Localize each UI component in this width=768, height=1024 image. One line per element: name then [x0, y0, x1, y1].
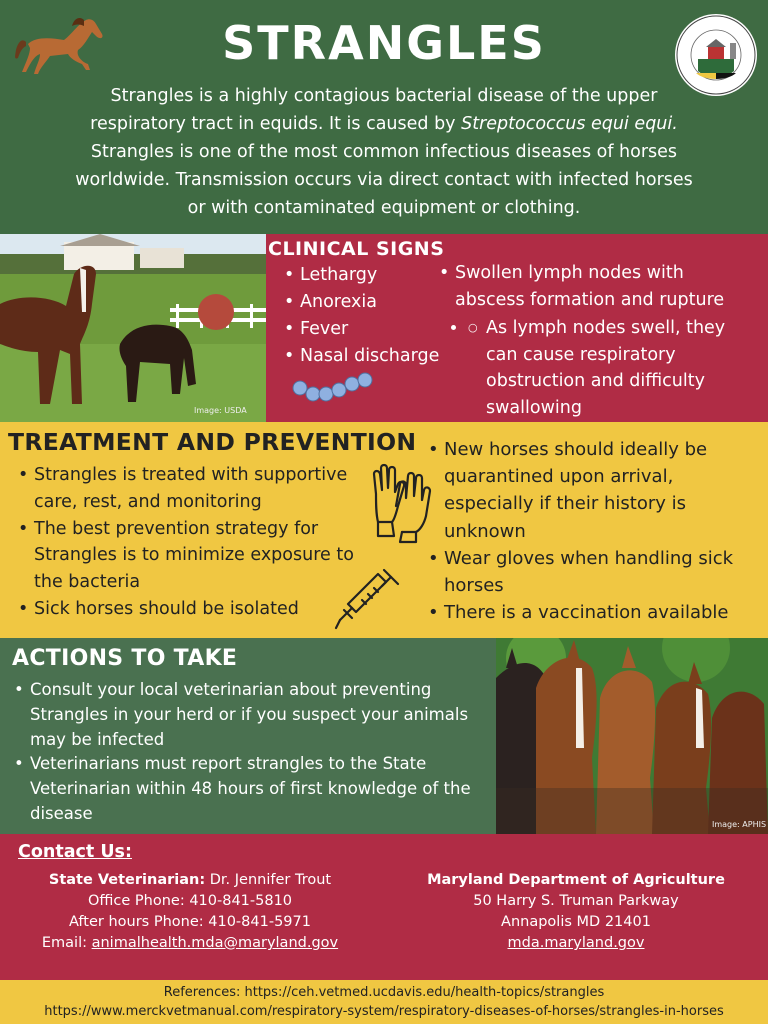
list-item: • Nasal discharge: [282, 343, 439, 370]
org-name: Maryland Department of Agriculture: [427, 872, 725, 888]
bacteria-icon: [292, 370, 376, 404]
clinical-signs-list: [282, 262, 439, 370]
actions-section: [0, 638, 768, 834]
email-line: [20, 933, 360, 954]
address-line-2: Annapolis MD 21401: [501, 914, 651, 930]
vet-line: [20, 870, 360, 891]
clinical-signs-section: [0, 234, 768, 422]
mda-contact: [400, 870, 752, 954]
reference-line-1: References: https://ceh.vetmed.ucdavis.edu/health-topics/strangles: [163, 985, 605, 1000]
list-item: • Lethargy: [282, 262, 439, 289]
list-item: • Anorexia: [282, 289, 439, 316]
references-section: [0, 980, 768, 1024]
syringe-icon: [334, 564, 404, 632]
list-item: • Strangles is treated with supportive care, rest, and monitoring: [16, 462, 376, 516]
contact-heading: Contact Us:: [18, 842, 132, 862]
list-item: • Consult your local veterinarian about preventing Strangles in your herd or if you suspect your animals may be infected: [12, 678, 492, 752]
treatment-heading: TREATMENT AND PREVENTION: [8, 428, 417, 456]
actions-heading: ACTIONS TO TAKE: [12, 646, 238, 671]
list-item: • New horses should ideally be quarantined upon arrival, especially if their history is unknown: [426, 436, 762, 545]
list-item: • Sick horses should be isolated: [16, 596, 376, 623]
vet-label: State Veterinarian:: [48, 872, 206, 888]
reference-line-2: https://www.merckvetmanual.com/respiratory-system/respiratory-diseases-of-horses/strangles-in-horses: [44, 1004, 724, 1019]
intro-paragraph: [70, 82, 698, 222]
list-item: • The best prevention strategy for Strangles is to minimize exposure to the bacteria: [16, 516, 376, 596]
clinical-signs-heading: CLINICAL SIGNS: [268, 238, 445, 260]
email-link[interactable]: animalhealth.mda@maryland.gov: [91, 935, 339, 951]
lymph-node-sublist: [468, 315, 758, 421]
mda-seal-logo: [674, 13, 758, 97]
office-phone: Office Phone: 410-841-5810: [87, 893, 293, 909]
website-link[interactable]: mda.maryland.gov: [507, 935, 645, 951]
intro-text-1: Strangles is a highly contagious bacterial disease of the upper respiratory tract in equids. It is caused by: [90, 86, 658, 134]
species-name: Streptococcus equi equi.: [461, 114, 678, 134]
list-item: • There is a vaccination available: [426, 599, 762, 626]
treatment-prevention-section: [0, 422, 768, 638]
after-hours-phone: After hours Phone: 410-841-5971: [69, 914, 311, 930]
prevention-list: [426, 436, 762, 626]
usda-image-credit: Image: USDA: [194, 406, 247, 415]
list-item: • Swollen lymph nodes with abscess formation and rupture: [437, 260, 757, 314]
page-title: STRANGLES: [222, 16, 546, 70]
actions-list: [12, 678, 492, 827]
header-section: [0, 0, 768, 234]
list-subitem: ○ • As lymph nodes swell, they can cause respiratory obstruction and difficulty swallowing: [468, 315, 758, 421]
contact-section: [0, 834, 768, 980]
list-item: • Veterinarians must report strangles to the State Veterinarian within 48 hours of first knowledge of the disease: [12, 752, 492, 826]
gloves-icon: [366, 460, 432, 544]
horses-pasture-photo: [0, 234, 266, 422]
list-item: • Fever: [282, 316, 439, 343]
address-line-1: 50 Harry S. Truman Parkway: [473, 893, 679, 909]
state-veterinarian-contact: [20, 870, 360, 954]
list-item: • Wear gloves when handling sick horses: [426, 545, 762, 599]
lymph-node-list: [437, 260, 757, 314]
email-label: Email:: [41, 935, 92, 951]
intro-text-2: Strangles is one of the most common infectious diseases of horses worldwide. Transmission occurs via direct contact with infected horses or with contaminated equipment or clothing.: [75, 142, 693, 218]
vet-name: Dr. Jennifer Trout: [205, 872, 332, 888]
horse-herd-photo: [496, 638, 768, 834]
treatment-list: [16, 462, 376, 623]
aphis-image-credit: Image: APHIS: [712, 820, 767, 829]
